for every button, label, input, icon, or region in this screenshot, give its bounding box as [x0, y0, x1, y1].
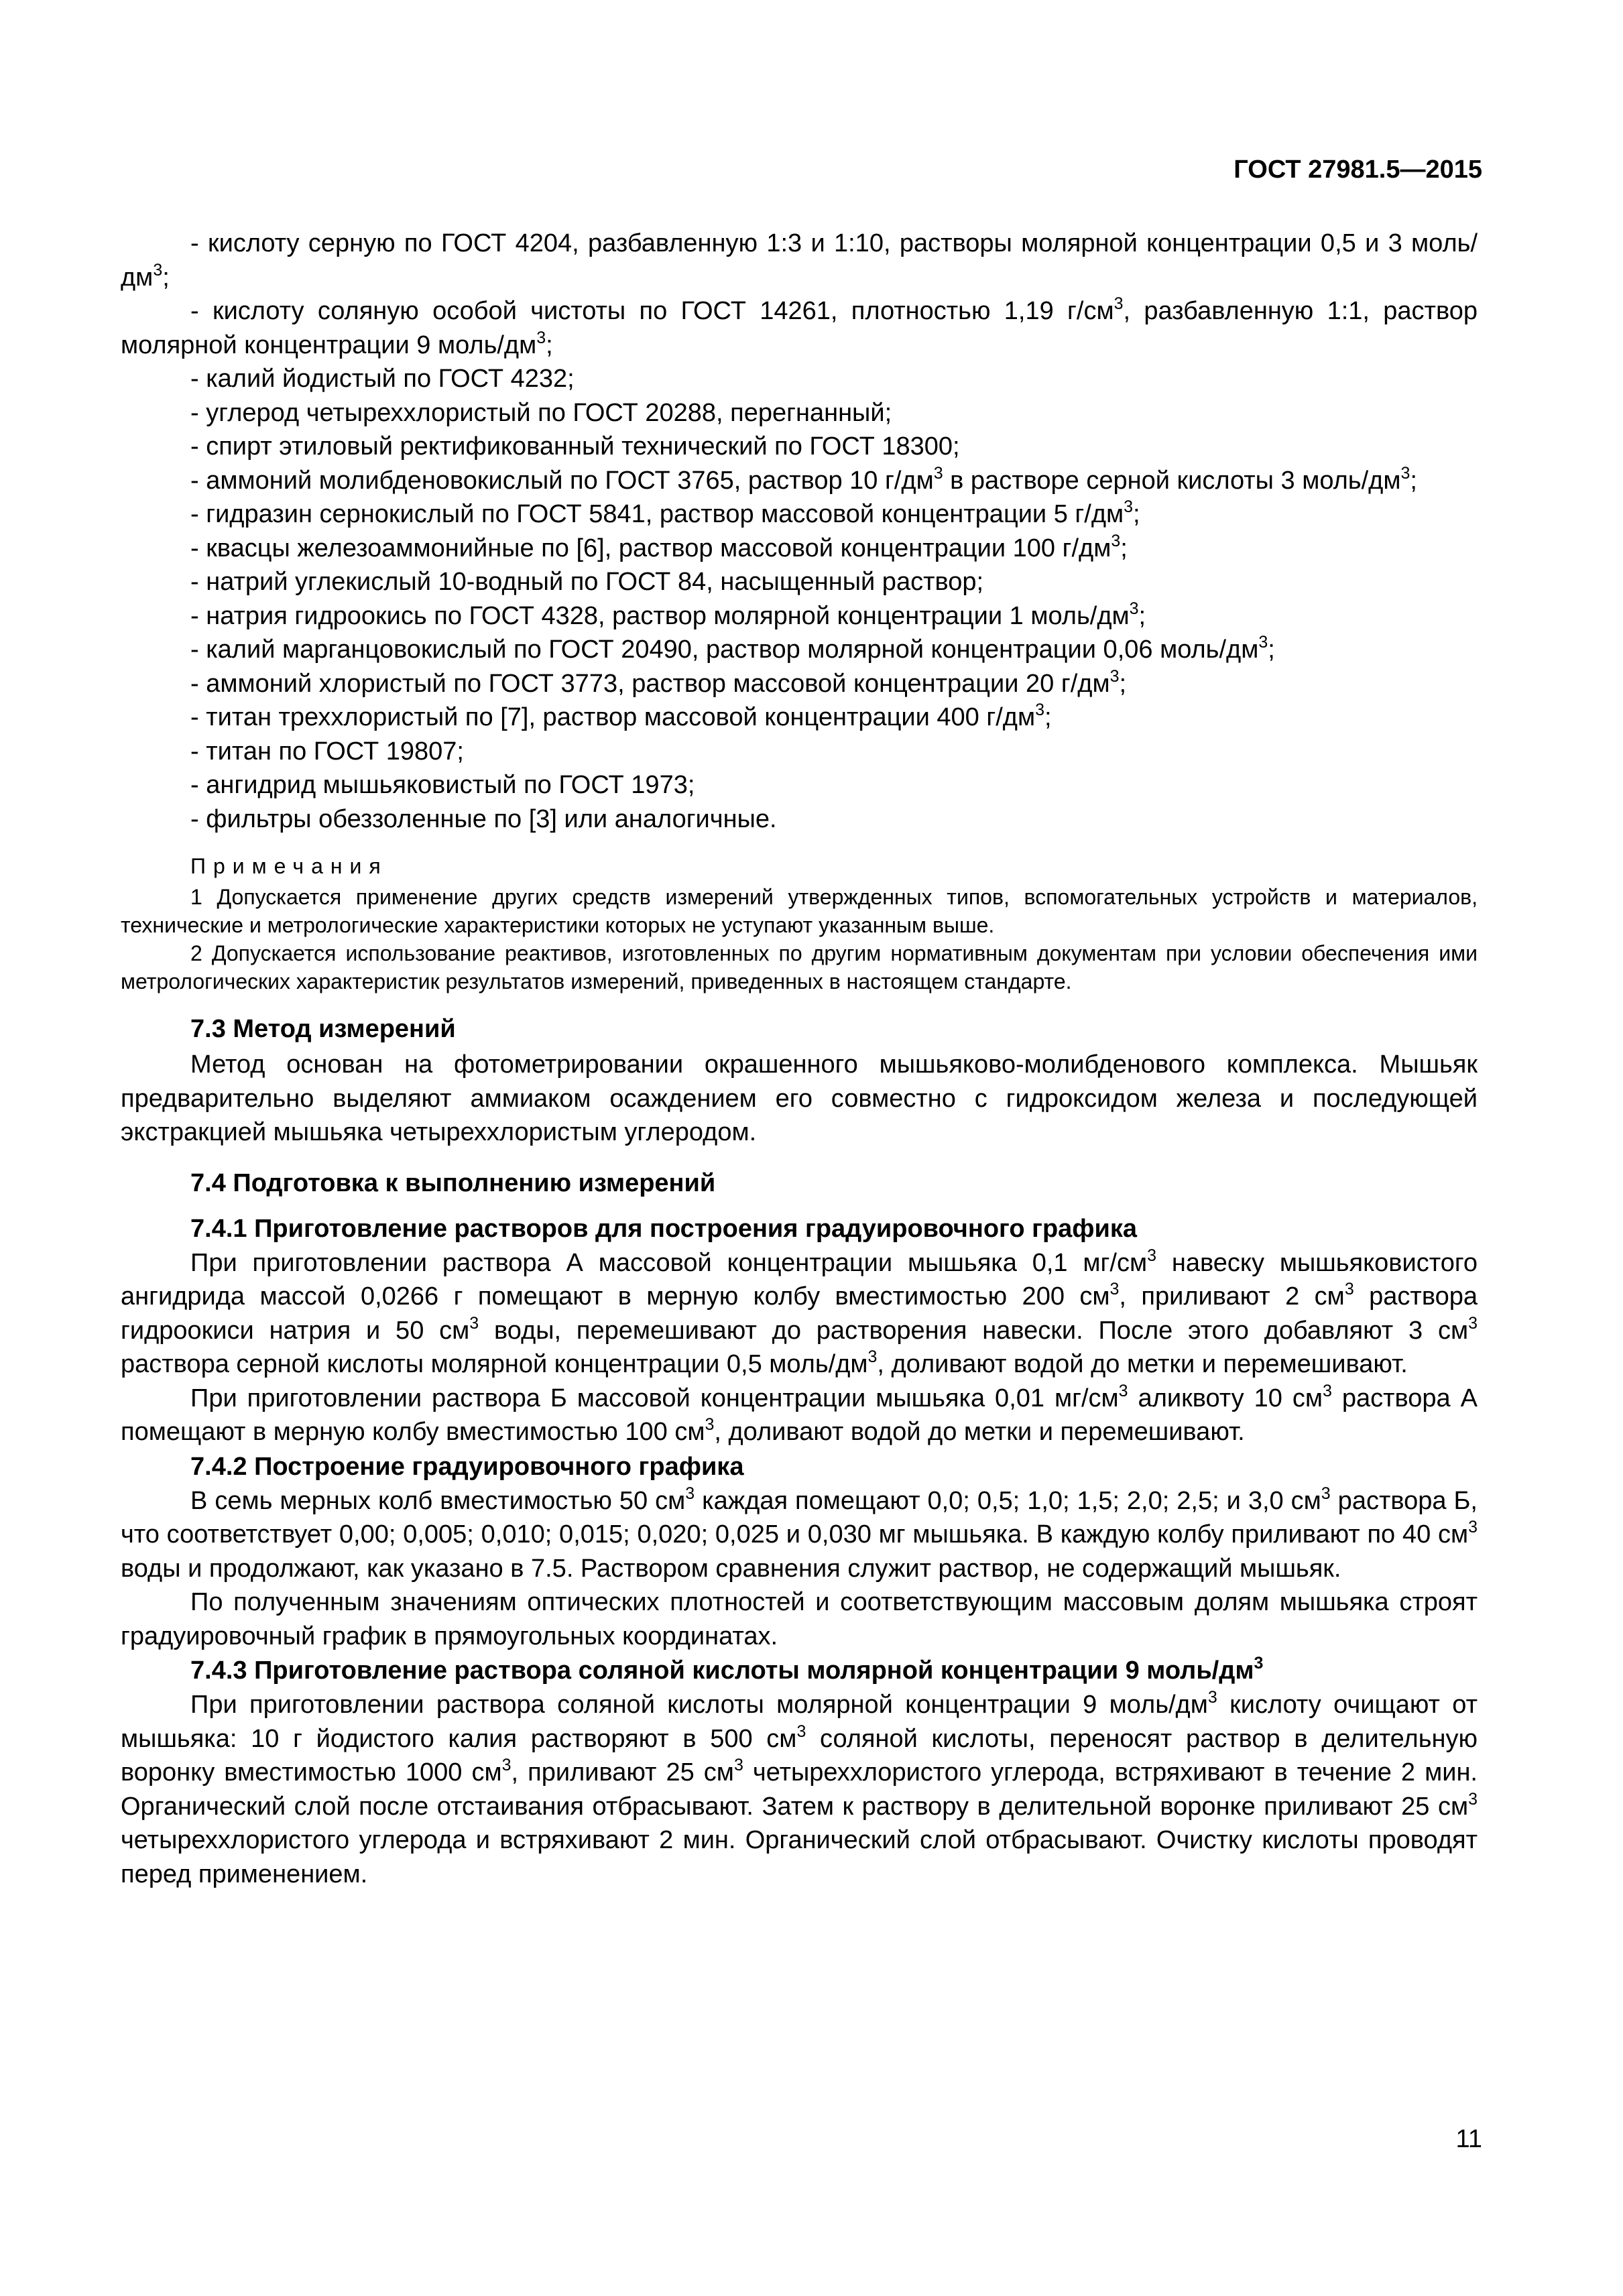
reagent-text: - спирт этиловый ректификованный технический по ГОСТ 18300; — [190, 432, 960, 461]
superscript: 3 — [1207, 1688, 1217, 1707]
reagent-text: в растворе серной кислоты 3 моль/дм — [943, 466, 1401, 495]
superscript: 3 — [1114, 294, 1124, 313]
reagent-item — [121, 497, 1478, 532]
reagent-text: ; — [1133, 500, 1140, 528]
reagent-text: - аммоний хлористый по ГОСТ 3773, раствор массовой концентрации 20 г/дм — [190, 669, 1110, 698]
superscript: 3 — [867, 1347, 878, 1366]
text-run: аликвоту 10 см — [1128, 1384, 1323, 1412]
section-7-3-text: Метод основан на фотометрировании окрашенного мышьяково-молибденового комплекса. Мышьяк предварительно выделяют аммиаком осаждением его совместно с гидроксидом железа и последующей экстракцией мышьяка четыреххлористым углеродом. — [121, 1050, 1478, 1146]
section-7-4-3-para-1 — [121, 1688, 1478, 1891]
reagent-item — [121, 396, 1478, 430]
reagent-text: ; — [1410, 466, 1417, 495]
reagent-item — [121, 362, 1478, 396]
reagent-item — [121, 532, 1478, 566]
section-7-4-3-heading — [121, 1653, 1478, 1688]
reagent-text: - гидразин сернокислый по ГОСТ 5841, раствор массовой концентрации 5 г/дм — [190, 500, 1124, 528]
superscript: 3 — [1124, 497, 1134, 516]
superscript: 3 — [153, 260, 163, 280]
superscript: 3 — [733, 1756, 743, 1774]
reagent-text: ; — [1120, 534, 1128, 562]
text-run: соляной кислоты, переносят раствор в делительную воронку вместимостью 1000 см — [121, 1724, 1478, 1787]
superscript: 3 — [536, 328, 546, 347]
reagent-item — [121, 802, 1478, 837]
reagent-text: - кислоту соляную особой чистоты по ГОСТ 14261, плотностью 1,19 г/см — [190, 297, 1114, 325]
text-run: четыреххлористого углерода, встряхивают в течение 2 мин. Органический слой после отстаивания отбрасывают. Затем к раствору в делительной воронке приливают 25 см — [121, 1758, 1478, 1821]
superscript: 3 — [1468, 1313, 1478, 1333]
note-1: 1 Допускается применение других средств измерений утвержденных типов, вспомогательных устройств и материалов, технические и метрологические характеристики которых не уступают указанным выше. — [121, 885, 1478, 937]
reagent-text: , разбавленную 1:1, раствор молярной концентрации 9 моль/дм — [121, 297, 1478, 359]
text-run: , приливают 25 см — [511, 1758, 734, 1787]
superscript: 3 — [1109, 1280, 1120, 1298]
superscript: 3 — [1111, 531, 1121, 550]
superscript: 3 — [933, 463, 943, 483]
reagent-item — [121, 227, 1478, 294]
reagent-text: - углерод четыреххлористый по ГОСТ 20288, перегнанный; — [190, 398, 892, 427]
reagent-item — [121, 735, 1478, 769]
reagent-text: - ангидрид мышьяковистый по ГОСТ 1973; — [190, 771, 695, 799]
text-run: В семь мерных колб вместимостью 50 см — [190, 1486, 686, 1515]
reagent-text: - аммоний молибденовокислый по ГОСТ 3765, раствор 10 г/дм — [190, 466, 934, 495]
reagent-text: ; — [1268, 636, 1275, 664]
text-run: , приливают 2 см — [1119, 1282, 1345, 1311]
document-code: ГОСТ 27981.5—2015 — [1234, 156, 1482, 184]
section-7-4-2-para-2: По полученным значениям оптических плотностей и соответствующим массовым долям мышьяка строят градуировочный график в прямоугольных координатах. — [121, 1588, 1478, 1650]
superscript: 3 — [1147, 1246, 1157, 1265]
text-run: раствора гидроокиси натрия и 50 см — [121, 1282, 1478, 1345]
text-run: кислоту очищают от мышьяка: 10 г йодистого калия растворяют в 500 см — [121, 1691, 1478, 1753]
superscript: 3 — [705, 1415, 715, 1434]
section-7-4-2-heading: 7.4.2 Построение градуировочного графика — [190, 1452, 744, 1481]
reagent-text: - титан по ГОСТ 19807; — [190, 737, 464, 766]
reagent-item — [121, 667, 1478, 701]
superscript: 3 — [1344, 1280, 1354, 1298]
text-run: четыреххлористого углерода и встряхивают 2 мин. Органический слой отбрасывают. Очистку кислоты проводят перед применением. — [121, 1826, 1478, 1888]
section-7-4-heading: 7.4 Подготовка к выполнению измерений — [190, 1168, 716, 1197]
reagent-item — [121, 599, 1478, 633]
superscript: 3 — [1118, 1381, 1128, 1400]
reagent-text: - кислоту серную по ГОСТ 4204, разбавленную 1:3 и 1:10, растворы молярной концентрации 0,5 и 3 моль/дм — [121, 229, 1478, 292]
reagent-text: - натрий углекислый 10-водный по ГОСТ 84, насыщенный раствор; — [190, 568, 984, 596]
superscript: 3 — [469, 1313, 479, 1333]
superscript: 3 — [1258, 633, 1268, 652]
text-run: 7.4.3 Приготовление раствора соляной кислоты молярной концентрации 9 моль/дм — [190, 1656, 1254, 1685]
superscript: 3 — [1129, 599, 1139, 618]
reagent-text: - калий марганцовокислый по ГОСТ 20490, раствор молярной концентрации 0,06 моль/дм — [190, 636, 1259, 664]
text-run: При приготовлении раствора А массовой концентрации мышьяка 0,1 мг/см — [190, 1248, 1148, 1277]
reagent-text: - титан треххлористый по [7], раствор массовой концентрации 400 г/дм — [190, 703, 1036, 731]
page-content — [121, 227, 1478, 1891]
section-7-4-1-para-2 — [121, 1382, 1478, 1449]
note-2: 2 Допускается использование реактивов, изготовленных по другим нормативным документам при условии обеспечения ими метрологических характеристик результатов измерений, приведенных в настоящем стандарте. — [121, 941, 1478, 993]
section-7-4-1-heading: 7.4.1 Приготовление растворов для построения градуировочного графика — [190, 1214, 1138, 1243]
reagent-item — [121, 430, 1478, 464]
superscript: 3 — [1254, 1654, 1264, 1673]
reagent-text: - калий йодистый по ГОСТ 4232; — [190, 365, 575, 393]
superscript: 3 — [1468, 1518, 1478, 1536]
reagent-text: - натрия гидроокись по ГОСТ 4328, раствор молярной концентрации 1 моль/дм — [190, 601, 1130, 630]
reagent-item — [121, 701, 1478, 735]
superscript: 3 — [1400, 463, 1410, 483]
reagent-item — [121, 768, 1478, 802]
text-run: каждая помещают 0,0; 0,5; 1,0; 1,5; 2,0; 2,5; и 3,0 см — [695, 1486, 1321, 1515]
notes-title: Примечания — [190, 854, 388, 878]
reagent-item — [121, 633, 1478, 667]
reagent-text: - фильтры обеззоленные по [3] или аналогичные. — [190, 804, 777, 833]
superscript: 3 — [1109, 666, 1120, 686]
superscript: 3 — [796, 1721, 806, 1741]
superscript: 3 — [1322, 1381, 1332, 1400]
section-7-4-1-para-1 — [121, 1246, 1478, 1382]
reagent-item — [121, 565, 1478, 599]
reagent-item — [121, 464, 1478, 498]
text-run: навеску мышьяковистого ангидрида массой 0,0266 г помещают в мерную колбу вместимостью 200 см — [121, 1248, 1478, 1311]
text-run: При приготовлении раствора Б массовой концентрации мышьяка 0,01 мг/см — [190, 1384, 1119, 1412]
reagent-text: ; — [162, 263, 170, 292]
reagent-text: ; — [1119, 669, 1127, 698]
reagent-item — [121, 294, 1478, 362]
text-run: раствора А помещают в мерную колбу вместимостью 100 см — [121, 1384, 1478, 1446]
reagent-text: ; — [1138, 601, 1146, 630]
section-7-4-2-para-1 — [121, 1484, 1478, 1586]
superscript: 3 — [501, 1756, 512, 1774]
superscript: 3 — [685, 1484, 695, 1503]
reagent-text: - квасцы железоаммонийные по [6], раствор массовой концентрации 100 г/дм — [190, 534, 1111, 562]
reagent-list — [121, 227, 1478, 836]
text-run: раствора Б, что соответствует 0,00; 0,005; 0,010; 0,015; 0,020; 0,025 и 0,030 мг мышьяка. В каждую колбу приливают по 40 см — [121, 1486, 1478, 1549]
section-7-3-heading: 7.3 Метод измерений — [190, 1015, 456, 1043]
text-run: воды и продолжают, как указано в 7.5. Раствором сравнения служит раствор, не содержащий мышьяк. — [121, 1554, 1341, 1583]
superscript: 3 — [1321, 1484, 1331, 1503]
superscript: 3 — [1035, 701, 1044, 719]
page-number: 11 — [1455, 2125, 1482, 2153]
text-run: , доливают водой до метки и перемешивают. — [714, 1418, 1245, 1446]
reagent-text: ; — [1044, 703, 1052, 731]
text-run: воды, перемешивают до растворения навески. После этого добавляют 3 см — [479, 1316, 1469, 1345]
reagent-text: ; — [546, 330, 553, 359]
superscript: 3 — [1468, 1789, 1478, 1809]
text-run: , доливают водой до метки и перемешивают. — [877, 1350, 1408, 1378]
text-run: При приготовлении раствора соляной кислоты молярной концентрации 9 моль/дм — [190, 1691, 1208, 1719]
text-run: раствора серной кислоты молярной концентрации 0,5 моль/дм — [121, 1350, 868, 1378]
